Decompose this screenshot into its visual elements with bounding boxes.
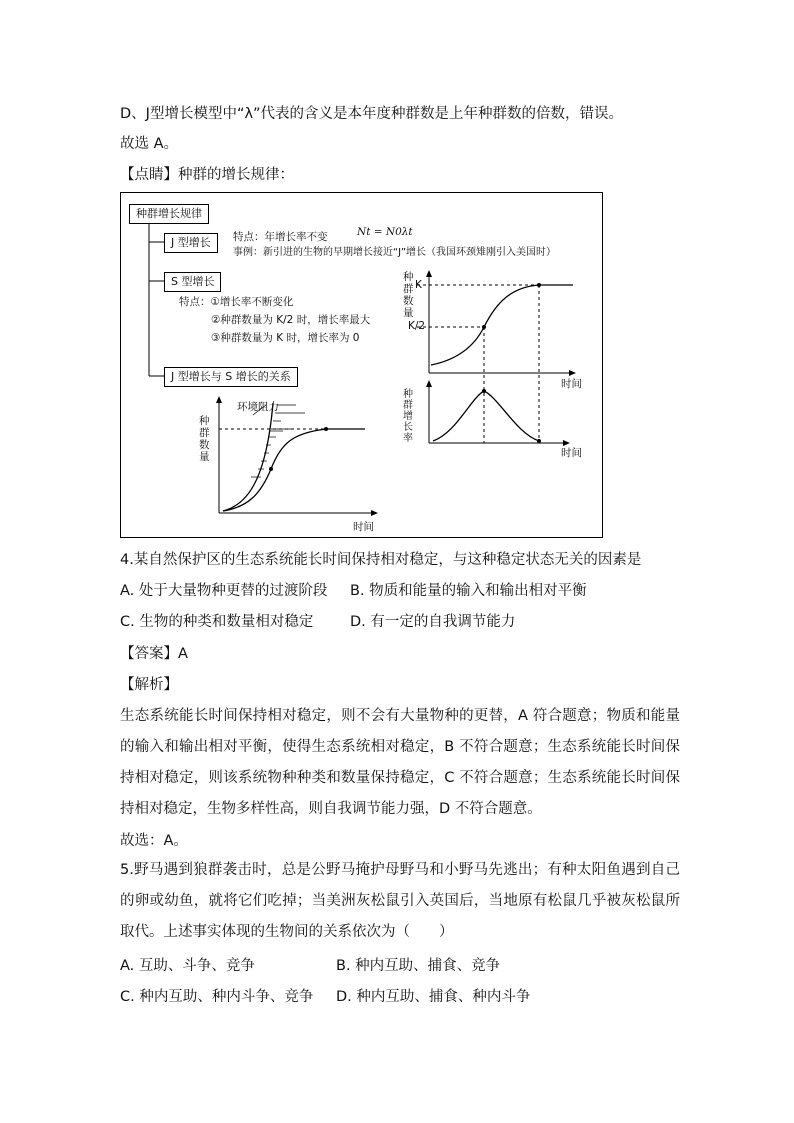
growth-diagram <box>120 192 603 538</box>
s-feature-2: ②种群数量为 K/2 时，增长率最大 <box>211 314 371 326</box>
option-d-explanation: D、J型增长模型中“λ”代表的含义是本年度种群数是上年种群数的倍数，错误。 <box>120 106 624 122</box>
j-formula: Nt = N0λt <box>357 226 413 238</box>
q4-option-a: A. 处于大量物种更替的过渡阶段 <box>120 583 328 599</box>
y-label-population-left: 种群数量 <box>199 415 210 463</box>
y-label-population-right: 种群数量 <box>403 271 414 319</box>
s-feature-1: 特点：①增长率不断变化 <box>179 296 294 308</box>
j-growth-box: J 型增长 <box>164 233 218 253</box>
k-half-label: K/2 <box>408 320 426 332</box>
q4-analysis-label: 【解析】 <box>120 677 178 693</box>
q5-option-b: B. 种内互助、捕食、竞争 <box>336 958 501 974</box>
env-resistance-label: 环境阻力 <box>237 401 279 413</box>
x-label-time-bottom: 时间 <box>561 447 582 459</box>
root-box: 种群增长规律 <box>129 204 209 224</box>
point-label: 【点睛】种群的增长规律： <box>120 167 294 183</box>
growth-rate-graph <box>426 380 570 446</box>
q4-option-d: D. 有一定的自我调节能力 <box>350 614 516 630</box>
k-label: K <box>415 279 422 291</box>
q4-stem: 4.某自然保护区的生态系统能长时间保持相对稳定，与这种稳定状态无关的因素是 <box>120 552 642 568</box>
q4-answer: 【答案】A <box>120 646 188 662</box>
q5-option-a: A. 互助、斗争、竞争 <box>120 958 255 974</box>
j-example: 事例：新引进的生物的早期增长接近“J”增长（我国环颈雉刚引入美国时） <box>233 247 557 258</box>
q5-option-c: C. 种内互助、种内斗争、竞争 <box>120 989 314 1005</box>
x-label-time-top: 时间 <box>561 378 582 390</box>
s-feature-3: ③种群数量为 K 时，增长率为 0 <box>211 332 360 344</box>
q4-analysis: 生态系统能长时间保持相对稳定，则不会有大量物种的更替，A 符合题意；物质和能量的输入和输出相对平衡，使得生态系统相对稳定，B 不符合题意；生态系统能长时间保持相对稳定，则该系统物种种类和数量保持稳定，C 不符合题意；生态系统能长时间保持相对稳定，生物多样性高，则自我调节能力强，D 不符合题意。 <box>120 708 680 817</box>
q5-option-d: D. 种内互助、捕食、种内斗争 <box>336 989 531 1005</box>
s-curve-graph <box>417 270 576 376</box>
relation-box: J 型增长与 S 增长的关系 <box>164 367 298 387</box>
x-label-time-left: 时间 <box>353 521 374 533</box>
j-feature: 特点：年增长率不变 <box>233 231 328 243</box>
s-growth-box: S 型增长 <box>164 272 221 292</box>
q4-option-b: B. 物质和能量的输入和输出相对平衡 <box>350 583 587 599</box>
choose-line: 故选 A。 <box>120 136 179 152</box>
q4-option-c: C. 生物的种类和数量相对稳定 <box>120 614 314 630</box>
q5-stem: 5.野马遇到狼群袭击时，总是公野马掩护母野马和小野马先逃出；有种太阳鱼遇到自己的卵或幼鱼，就将它们吃掉；当美洲灰松鼠引入英国后，当地原有松鼠几乎被灰松鼠所取代。上述事实体现的生物间的关系依次为（ ） <box>120 862 680 940</box>
q4-choose: 故选：A。 <box>120 833 188 849</box>
y-label-rate: 种群增长率 <box>403 389 413 444</box>
